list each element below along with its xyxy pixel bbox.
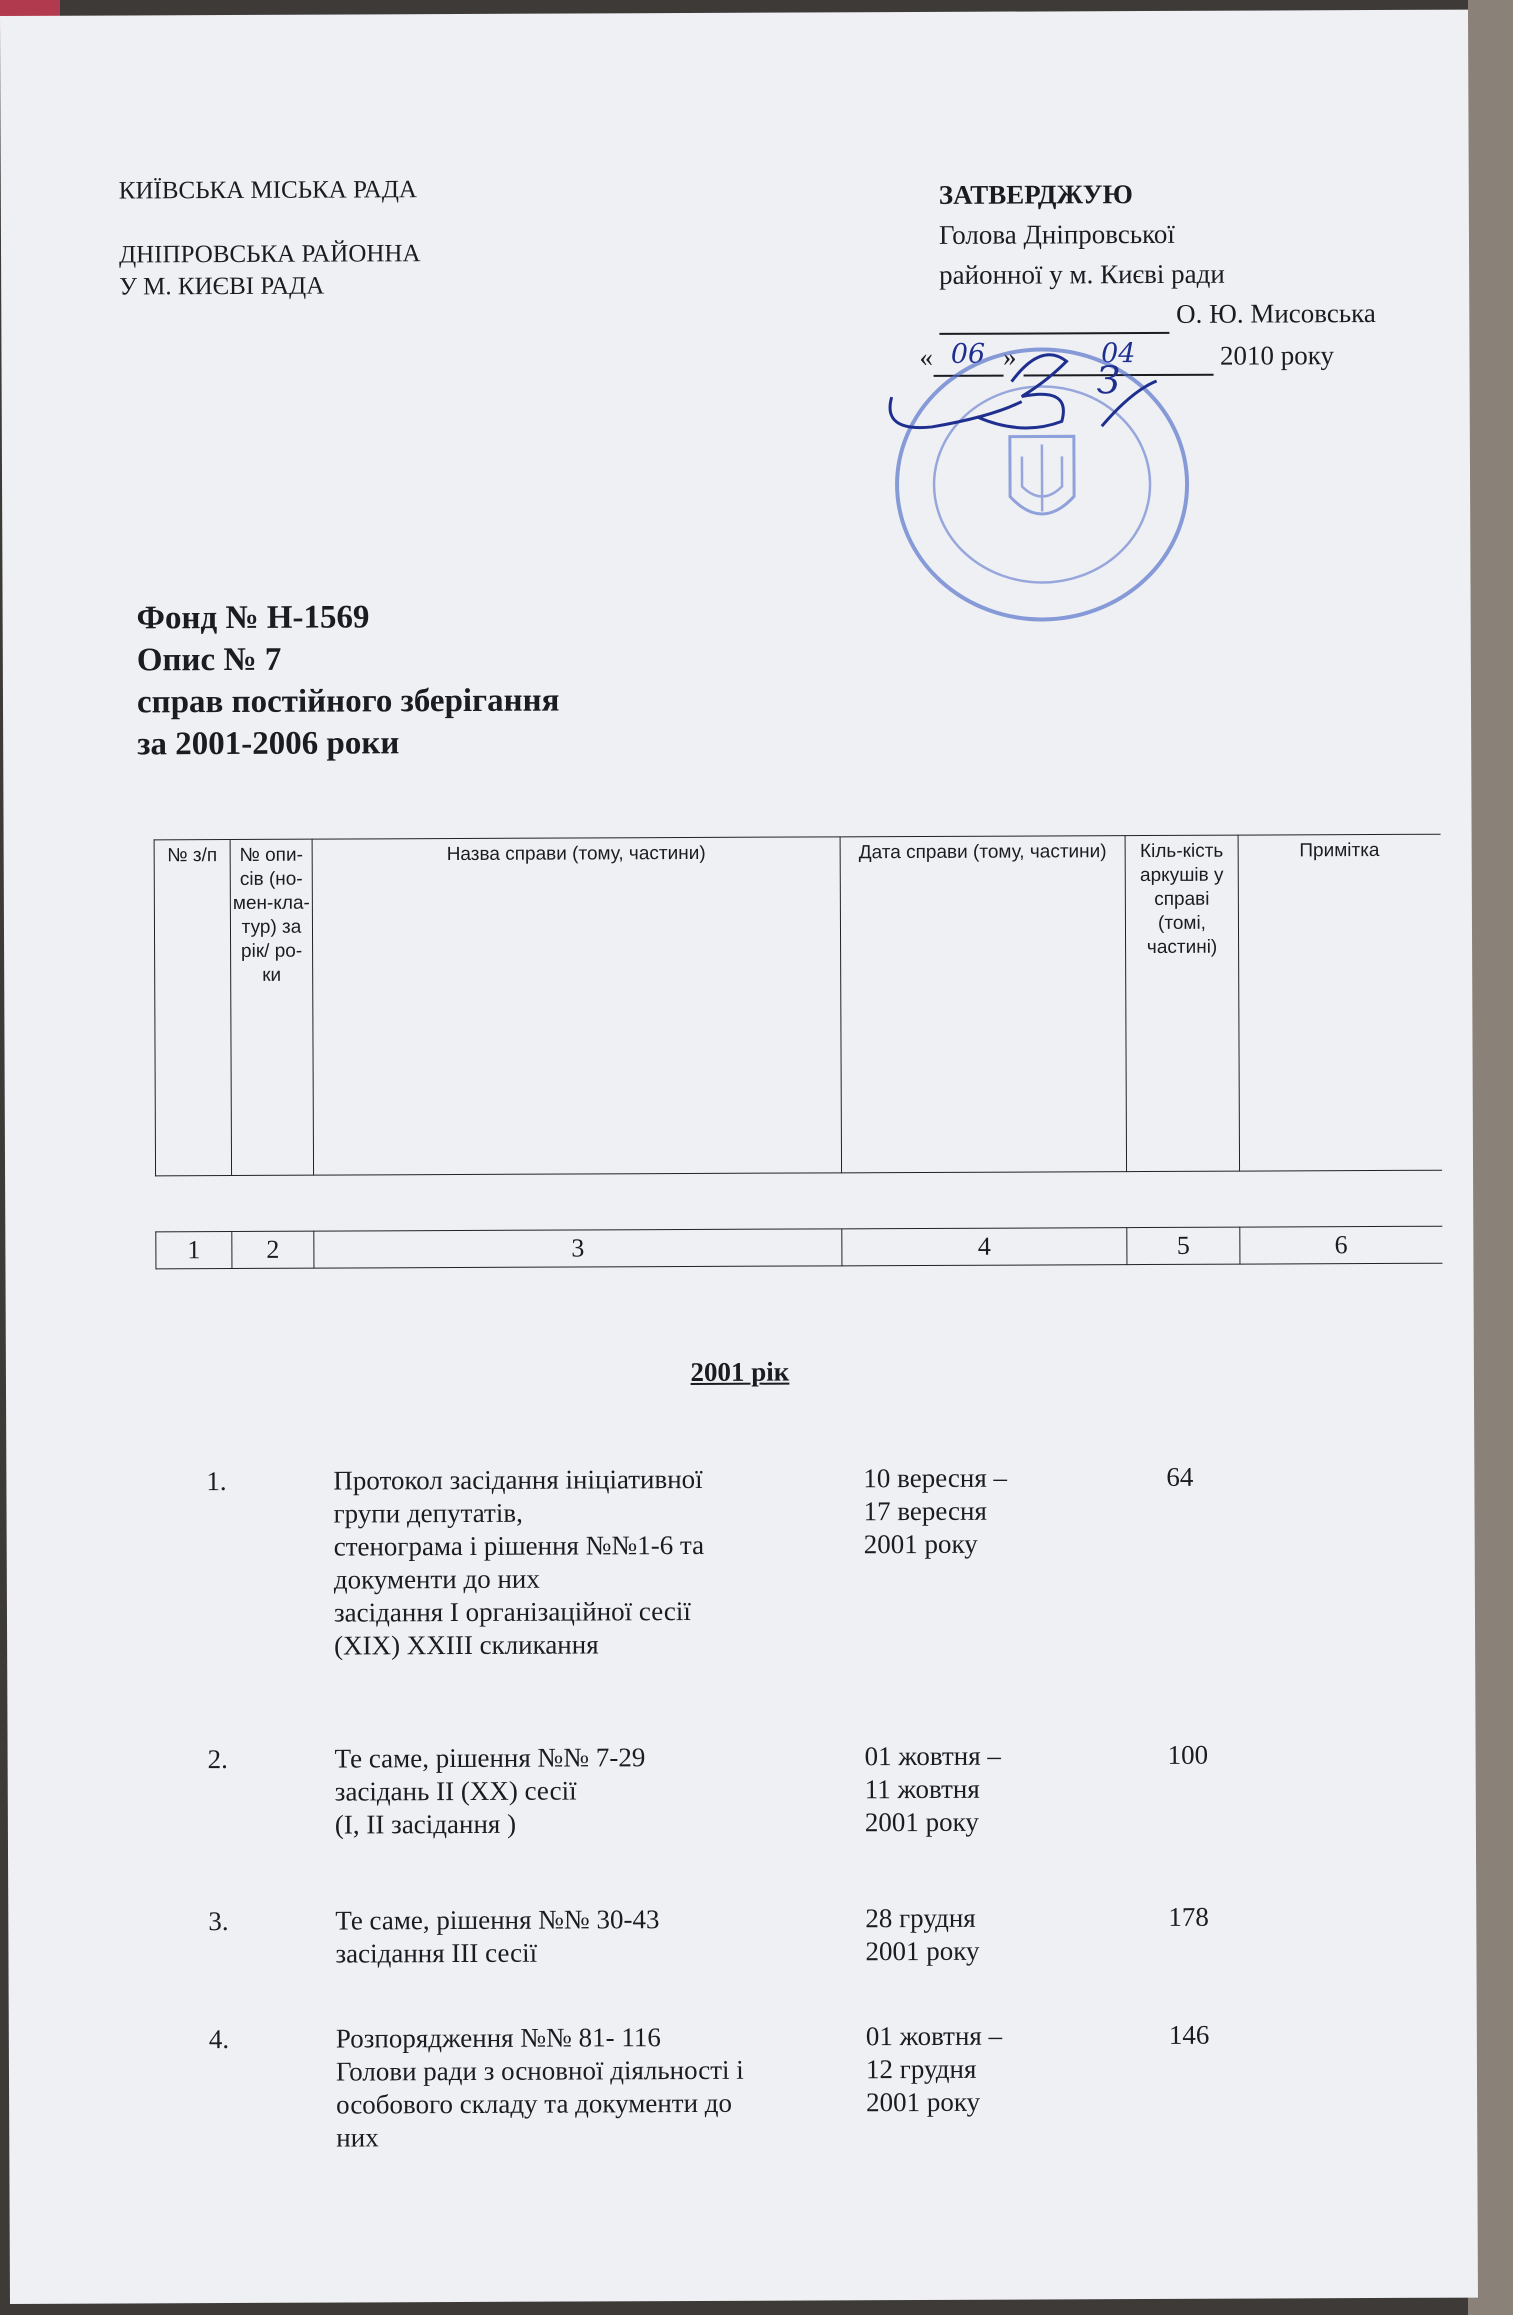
issuer-block <box>119 174 421 303</box>
signature-scribble <box>871 321 1252 473</box>
inventory-number: Опис № 7 <box>136 641 282 679</box>
col-header-title: Назва справи (тому, частини) <box>312 837 841 1175</box>
approval-position-line1: Голова Дніпровської <box>938 218 1175 250</box>
approval-date-year: 2010 року <box>1219 340 1335 371</box>
approval-date-day: 06 <box>933 335 1003 377</box>
record-title: Те саме, рішення №№ 30-43 засідання III сесії <box>335 1904 660 1969</box>
signature-initials: З <box>1096 358 1121 403</box>
record-date: 01 жовтня – 11 жовтня 2001 року <box>864 1740 1001 1838</box>
column-number: 2 <box>232 1231 314 1268</box>
column-number-table <box>155 1226 1442 1270</box>
record-date: 10 вересня – 17 вересня 2001 року <box>863 1462 1008 1560</box>
fund-number: Фонд № Н-1569 <box>136 599 370 637</box>
col-header-date: Дата справи (тому, частини) <box>840 836 1126 1173</box>
record-row <box>8 1900 1477 2024</box>
fund-block <box>137 596 560 766</box>
record-row <box>9 2018 1478 2164</box>
column-number-row <box>156 1226 1442 1269</box>
column-number: 4 <box>842 1228 1127 1266</box>
record-date: 28 грудня 2001 року <box>865 1902 980 1967</box>
col-header-inventory: № опи-сів (но-мен-кла-тур) за рік/ ро-ки <box>230 839 313 1175</box>
district-name-line2: У М. КИЄВІ РАДА <box>119 272 325 301</box>
column-number: 1 <box>156 1232 232 1269</box>
record-number: 4. <box>208 2024 230 2055</box>
approval-position-line2: районної у м. Києві ради <box>939 258 1225 290</box>
record-number: 2. <box>207 1744 228 1775</box>
record-title: Розпорядження №№ 81- 116 Голови ради з основної діяльності і особового складу та документи до них <box>335 2022 744 2153</box>
record-number: 3. <box>208 1906 229 1937</box>
record-row <box>8 1738 1477 1906</box>
record-sheet-count: 146 <box>1168 2019 1210 2050</box>
approval-date-month: 04 <box>1023 334 1213 377</box>
record-sheet-count: 100 <box>1167 1739 1209 1770</box>
fund-period: за 2001-2006 роки <box>137 725 400 763</box>
column-number: 5 <box>1127 1227 1240 1264</box>
record-title: Протокол засідання ініціативної групи депутатів, стенограма і рішення №№1-6 та документи до них засідання I організаційної сесії (XIX) XXIII скликання <box>333 1463 705 1661</box>
col-header-note: Примітка <box>1238 834 1441 1171</box>
record-number: 1. <box>206 1466 227 1497</box>
approval-date-line: « 06 » 04 2010 року <box>919 333 1376 377</box>
district-name-line1: ДНІПРОВСЬКА РАЙОННА <box>118 240 421 269</box>
approval-title: ЗАТВЕРДЖУЮ <box>938 179 1133 210</box>
record-sheet-count: 178 <box>1168 1901 1209 1932</box>
column-number: 3 <box>314 1229 842 1268</box>
year-heading: 2001 рік <box>690 1356 790 1387</box>
document-page <box>0 10 1478 2304</box>
record-date: 01 жовтня – 12 грудня 2001 року <box>865 2020 1003 2118</box>
fund-description: справ постійного зберігання <box>136 682 560 721</box>
record-title: Те саме, рішення №№ 7-29 засідань II (XX) сесії (I, II засідання ) <box>334 1742 646 1840</box>
col-header-sheets: Кіль-кість аркушів у справі (томі, частині) <box>1125 835 1239 1171</box>
council-name: КИЇВСЬКА МІСЬКА РАДА <box>118 176 417 205</box>
approval-signer: О. Ю. Мисовська <box>1175 297 1376 329</box>
col-header-number: № з/п <box>154 840 231 1176</box>
record-row <box>6 1460 1475 1744</box>
header-table <box>154 834 1442 1177</box>
record-sheet-count: 64 <box>1166 1461 1194 1492</box>
header-row <box>154 834 1441 1176</box>
records-list <box>6 1460 1477 2164</box>
column-number: 6 <box>1240 1226 1442 1264</box>
